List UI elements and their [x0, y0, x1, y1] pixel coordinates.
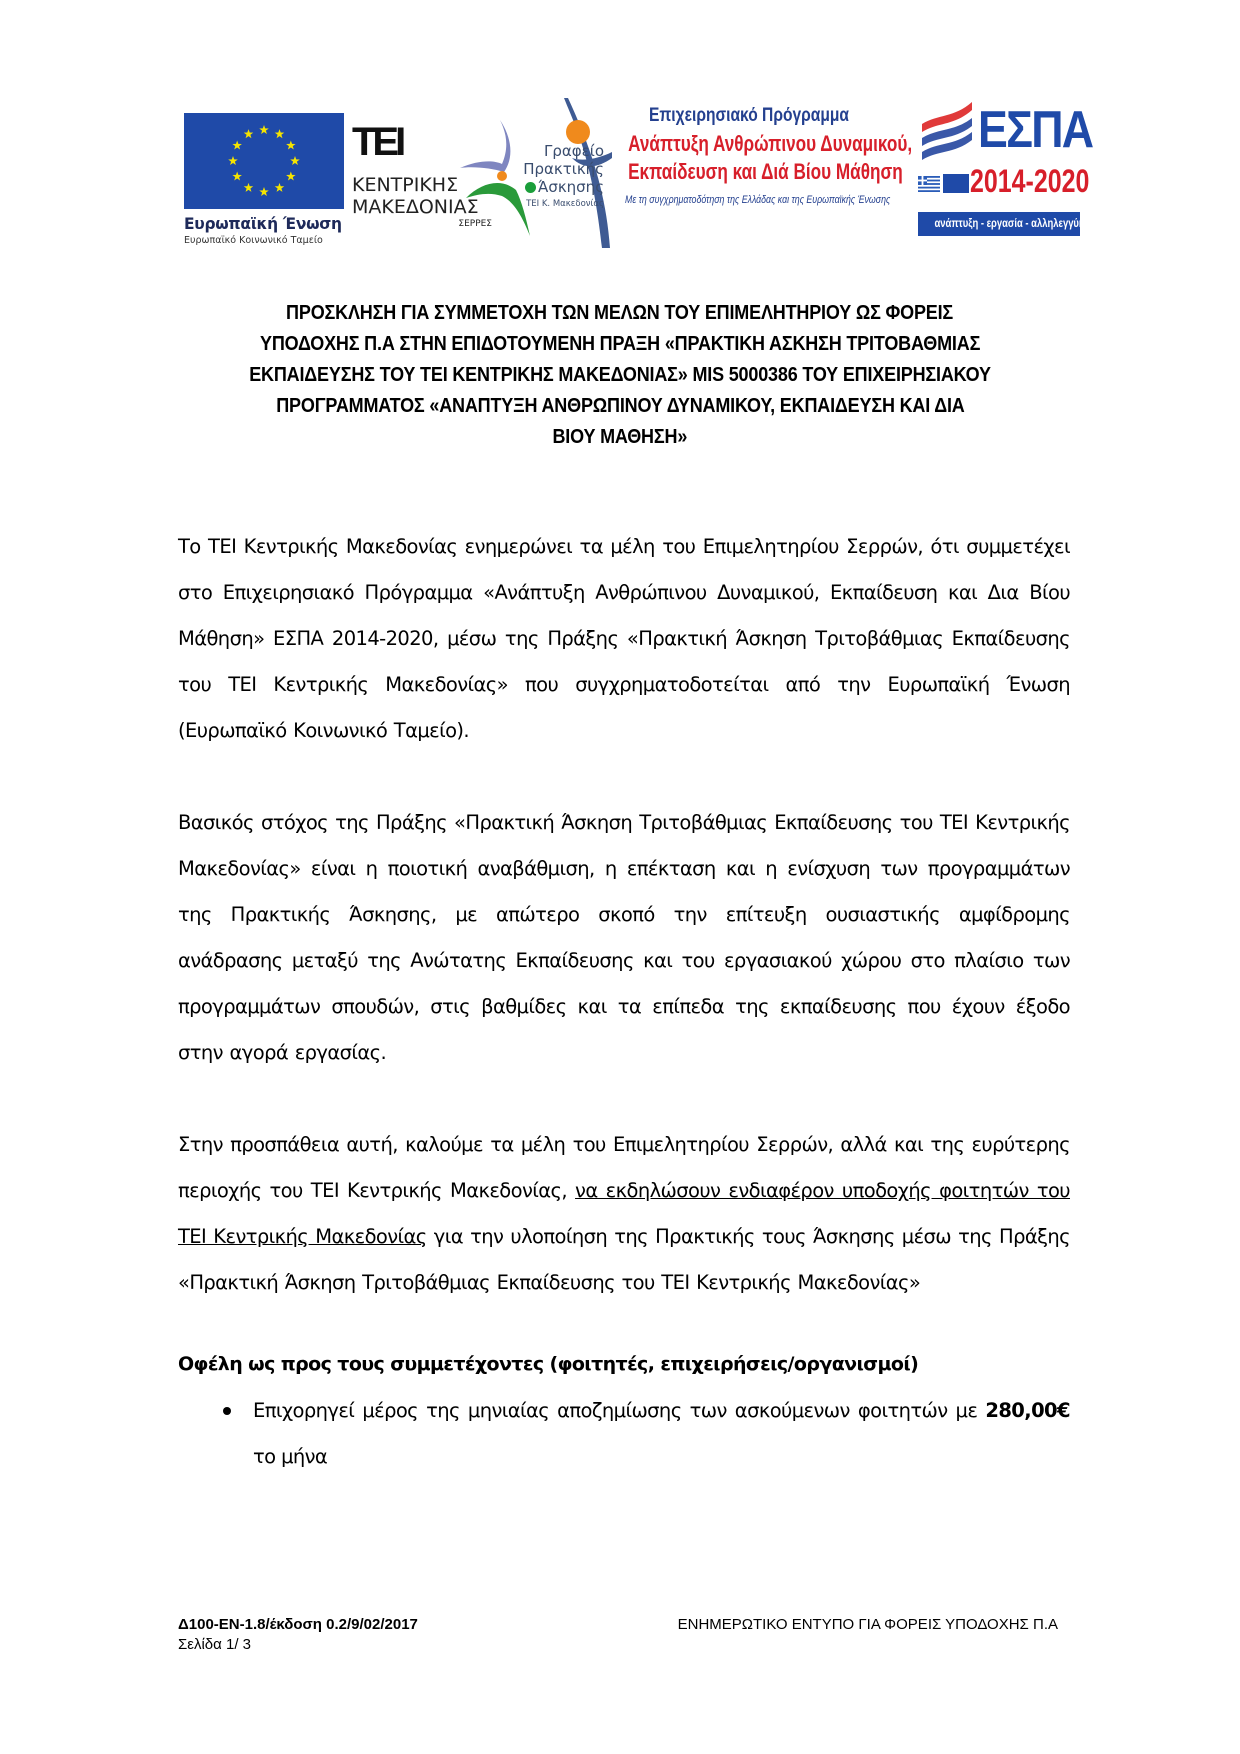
eu-star-icon — [232, 172, 242, 181]
title-line-text: ΠΡΟΓΡΑΜΜΑΤΟΣ «ΑΝΑΠΤΥΞΗ ΑΝΘΡΩΠΙΝΟΥ ΔΥΝΑΜΙΚΟΥ, ΕΚΠΑΙΔΕΥΣΗ ΚΑΙ ΔΙΑ — [275, 395, 965, 417]
eu-star-icon — [228, 156, 238, 165]
eu-flag-icon — [184, 113, 344, 209]
eu-star-icon — [259, 125, 269, 134]
title-line — [170, 391, 1070, 422]
title-line-text: ΥΠΟΔΟΧΗΣ Π.Α ΣΤΗΝ ΕΠΙΔΟΤΟΥΜΕΝΗ ΠΡΑΞΗ «ΠΡΑΚΤΙΚΗ ΑΣΚΗΣΗ ΤΡΙΤΟΒΑΘΜΙΑΣ — [259, 333, 981, 355]
bullet-icon — [223, 1407, 231, 1415]
eu-star-icon — [259, 187, 269, 196]
title-line — [170, 329, 1070, 360]
programme-line1: Ανάπτυξη Ανθρώπινου Δυναμικού, — [628, 131, 913, 156]
eu-star-icon — [286, 172, 296, 181]
eu-star-icon — [232, 141, 242, 150]
title-line-text: ΒΙΟΥ ΜΑΘΗΣΗ» — [552, 426, 688, 448]
title-line — [170, 360, 1070, 391]
document-title — [170, 298, 1070, 453]
practice-office-line1: Γραφείο — [543, 142, 604, 160]
eu-star-icon — [244, 183, 254, 192]
espa-waves-icon — [918, 102, 974, 172]
benefit-list-item — [178, 1388, 1070, 1480]
tei-logo-line1: ΚΕΝΤΡΙΚΗΣ — [352, 174, 459, 196]
title-line-text: ΠΡΟΣΚΛΗΣΗ ΓΙΑ ΣΥΜΜΕΤΟΧΗ ΤΩΝ ΜΕΛΩΝ ΤΟΥ ΕΠΙΜΕΛΗΤΗΡΙΟΥ ΩΣ ΦΟΡΕΙΣ — [286, 302, 954, 324]
operational-programme-logo — [594, 102, 913, 206]
paragraph-objective: Βασικός στόχος της Πράξης «Πρακτική Άσκηση Τριτοβάθμιας Εκπαίδευσης του ΤΕΙ Κεντρικής Μακεδονίας» είναι η ποιοτική αναβάθμιση, η επέκταση και η ενίσχυση των προγραμμάτων της Πρακτικής Άσκησης, με απώτερο σκοπό την επίτευξη ουσιαστικής αμφίδρομης ανάδρασης μεταξύ της Ανώτατης Εκπαίδευσης και του εργασιακού χώρου στο πλαίσιο των προγραμμάτων σπουδών, στις βαθμίδες και τα επίπεδα της εκπαίδευσης που έχουν έξοδο στην αγορά εργασίας. — [178, 811, 1070, 1064]
invitation-underlined-text: να εκδηλώσουν ενδιαφέρον υποδοχής φοιτητών του ΤΕΙ Κεντρικής Μακεδονίας — [178, 1179, 1070, 1248]
tei-logo-mark: TEI — [352, 120, 403, 164]
green-dot-icon — [525, 182, 536, 193]
invitation-text-end: για την υλοποίηση της Πρακτικής τους Άσκησης μέσω της Πράξης «Πρακτική Άσκηση Τριτοβάθμιας Εκπαίδευσης του ΤΕΙ Κεντρικής Μακεδονίας» — [178, 1225, 1070, 1294]
invitation-text-start: Στην προσπάθεια αυτή, καλούμε τα μέλη του Επιμελητηρίου Σερρών, αλλά και της ευρύτερης περιοχής του ΤΕΙ Κεντρικής Μακεδονίας, — [178, 1133, 1070, 1202]
document-body — [178, 524, 1070, 1480]
footer-page-number: Σελίδα 1/ 3 — [178, 1636, 252, 1653]
benefit-amount: 280,00€ — [985, 1399, 1070, 1422]
logo-banner — [182, 98, 1093, 248]
eu-mini-flag-icon — [943, 174, 969, 193]
espa-word: ΕΣΠΑ — [978, 101, 1093, 159]
espa-slogan-text: ανάπτυξη - εργασία - αλληλεγγύη — [934, 218, 1085, 230]
greek-flag-icon — [918, 176, 940, 192]
title-line-text: ΕΚΠΑΙΔΕΥΣΗΣ ΤΟΥ ΤΕΙ ΚΕΝΤΡΙΚΗΣ ΜΑΚΕΔΟΝΙΑΣ» MIS 5000386 ΤΟΥ ΕΠΙΧΕΙΡΗΣΙΑΚΟΥ — [249, 364, 991, 386]
practice-office-line3: Άσκησης — [537, 178, 604, 196]
practice-office-line2: Πρακτικής — [523, 160, 604, 178]
eu-logo — [184, 113, 344, 246]
eu-star-icon — [290, 156, 300, 165]
title-line — [170, 422, 1070, 453]
tei-logo-line2: ΜΑΚΕΔΟΝΙΑΣ — [352, 196, 479, 218]
eu-star-icon — [275, 129, 285, 138]
tei-logo-city: ΣΕΡΡΕΣ — [458, 219, 492, 229]
espa-slogan — [918, 212, 1085, 236]
paragraph-invitation — [178, 1122, 1070, 1306]
eu-logo-subtitle: Ευρωπαϊκό Κοινωνικό Ταμείο — [184, 235, 323, 246]
eu-logo-title: Ευρωπαϊκή Ένωση — [184, 215, 342, 233]
programme-line2: Εκπαίδευση και Διά Βίου Μάθηση — [628, 159, 903, 184]
eu-star-icon — [244, 129, 254, 138]
footer-document-code: Δ100-ΕΝ-1.8/έκδοση 0.2/9/02/2017 — [178, 1616, 418, 1633]
eu-star-icon — [275, 183, 285, 192]
page-footer — [178, 1615, 1068, 1659]
espa-logo — [918, 98, 1093, 248]
footer-form-title: ΕΝΗΜΕΡΩΤΙΚΟ ΕΝΤΥΠΟ ΓΙΑ ΦΟΡΕΙΣ ΥΠΟΔΟΧΗΣ Π.Α — [677, 1616, 1058, 1633]
paragraph-intro: Το ΤΕΙ Κεντρικής Μακεδονίας ενημερώνει τα μέλη του Επιμελητηρίου Σερρών, ότι συμμετέχει στο Επιχειρησιακό Πρόγραμμα «Ανάπτυξη Ανθρώπινου Δυναμικού, Εκπαίδευση και Δια Βίου Μάθηση» ΕΣΠΑ 2014-2020, μέσω της Πράξης «Πρακτική Άσκηση Τριτοβάθμιας Εκπαίδευσης του ΤΕΙ Κεντρικής Μακεδονίας» που συγχρηματοδοτείται από την Ευρωπαϊκή Ένωση (Ευρωπαϊκό Κοινωνικό Ταμείο). — [178, 535, 1070, 742]
programme-title: Επιχειρησιακό Πρόγραμμα — [648, 105, 850, 126]
title-line — [170, 298, 1070, 329]
programme-cofunding-note: Με τη συγχρηματοδότηση της Ελλάδας και της Ευρωπαϊκής Ένωσης — [625, 194, 891, 206]
practice-office-logo — [499, 142, 604, 209]
benefit-text: Επιχορηγεί μέρος της μηνιαίας αποζημίωσης των ασκούμενων φοιτητών με — [253, 1399, 986, 1422]
benefits-heading: Οφέλη ως προς τους συμμετέχοντες (φοιτητές, επιχειρήσεις/οργανισμοί) — [178, 1353, 919, 1375]
espa-years: 2014-2020 — [970, 163, 1090, 199]
practice-office-sub: ΤΕΙ Κ. Μακεδονίας — [526, 199, 604, 209]
benefit-suffix: το μήνα — [253, 1445, 328, 1468]
eu-star-icon — [286, 141, 296, 150]
